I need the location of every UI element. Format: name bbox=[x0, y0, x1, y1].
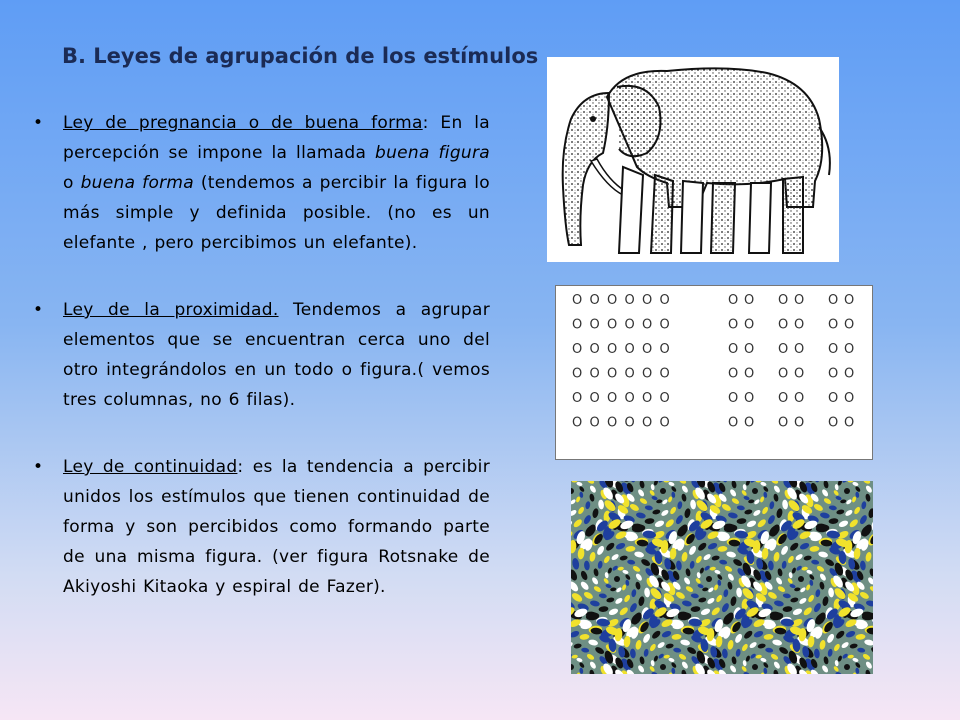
circle-glyph: O bbox=[642, 366, 653, 382]
circle-glyph: O bbox=[659, 317, 670, 333]
circle-glyph: O bbox=[744, 342, 755, 357]
bullet-text bbox=[63, 295, 490, 415]
circle-glyph: O bbox=[728, 391, 739, 406]
text-run: (tendemos a percibir la figura lo más simple y definida posible. (no es un elefante , pero percibimos un elefante). bbox=[63, 173, 490, 253]
circle-glyph: O bbox=[589, 342, 600, 357]
circle-glyph: O bbox=[744, 293, 755, 308]
circle-glyph: O bbox=[659, 293, 670, 308]
circle-glyph: O bbox=[728, 366, 739, 382]
emphasis-buena-forma: buena forma bbox=[80, 173, 195, 193]
rotsnake-center bbox=[752, 488, 758, 494]
rotsnake-center bbox=[844, 488, 850, 494]
circle-glyph: O bbox=[794, 366, 805, 382]
circle-glyph: O bbox=[607, 415, 618, 431]
circle-glyph: O bbox=[844, 342, 855, 357]
circle-glyph: O bbox=[828, 415, 839, 431]
circle-glyph: O bbox=[572, 342, 583, 357]
circle-glyph: O bbox=[607, 293, 618, 308]
circle-glyph: O bbox=[572, 391, 583, 406]
bullet-marker: • bbox=[33, 457, 44, 477]
circle-glyph: O bbox=[744, 391, 755, 406]
circle-glyph: O bbox=[589, 391, 600, 406]
circle-glyph: O bbox=[624, 415, 635, 431]
circle-glyph: O bbox=[778, 415, 789, 431]
circle-glyph: O bbox=[728, 415, 739, 431]
rotsnake-center bbox=[706, 576, 712, 582]
bullet-proximidad bbox=[30, 295, 490, 415]
elephant-illusion-icon bbox=[547, 57, 839, 262]
circle-glyph: O bbox=[778, 317, 789, 333]
circle-glyph: O bbox=[778, 366, 789, 382]
circle-glyph: O bbox=[778, 293, 789, 308]
circle-glyph: O bbox=[728, 317, 739, 333]
law-name-proximidad: Ley de la proximidad. bbox=[63, 300, 279, 320]
bullet-marker: • bbox=[33, 300, 44, 320]
bullet-pregnancia bbox=[30, 108, 490, 258]
circle-glyph: O bbox=[828, 366, 839, 382]
rotsnake-center bbox=[844, 664, 850, 670]
circle-glyph: O bbox=[828, 293, 839, 308]
circle-glyph: O bbox=[659, 366, 670, 382]
circle-glyph: O bbox=[659, 415, 670, 431]
circle-glyph: O bbox=[659, 391, 670, 406]
elephant-illusion-image bbox=[547, 57, 839, 262]
circle-glyph: O bbox=[642, 293, 653, 308]
circle-glyph: O bbox=[607, 366, 618, 382]
circle-glyph: O bbox=[794, 342, 805, 357]
circle-glyph: O bbox=[844, 391, 855, 406]
circle-glyph: O bbox=[624, 342, 635, 357]
circle-glyph: O bbox=[589, 366, 600, 382]
circle-glyph: O bbox=[624, 317, 635, 333]
proximity-circles-image bbox=[555, 285, 873, 460]
circle-glyph: O bbox=[744, 415, 755, 431]
rotsnake-center bbox=[614, 576, 620, 582]
law-name-continuidad: Ley de continuidad bbox=[63, 457, 238, 477]
circle-glyph: O bbox=[828, 317, 839, 333]
circle-glyph: O bbox=[624, 293, 635, 308]
circle-glyph: O bbox=[659, 342, 670, 357]
circle-glyph: O bbox=[828, 391, 839, 406]
bullet-continuidad bbox=[30, 452, 490, 602]
law-name-pregnancia: Ley de pregnancia o de buena forma bbox=[63, 113, 423, 133]
rotsnake-illusion-icon bbox=[571, 481, 873, 674]
emphasis-buena-figura: buena figura bbox=[375, 143, 490, 163]
circle-glyph: O bbox=[572, 415, 583, 431]
circle-glyph: O bbox=[744, 317, 755, 333]
circle-glyph: O bbox=[642, 342, 653, 357]
circle-glyph: O bbox=[607, 391, 618, 406]
text-run: Tendemos a agrupar elementos que se encuentran cerca uno del otro integrándolos en un todo o figura.( vemos tres columnas, no 6 filas). bbox=[63, 300, 490, 410]
circle-glyph: O bbox=[572, 366, 583, 382]
circle-glyph: O bbox=[642, 391, 653, 406]
bullet-text bbox=[63, 452, 490, 602]
rotsnake-center bbox=[660, 488, 666, 494]
circle-glyph: O bbox=[778, 342, 789, 357]
bullet-list bbox=[30, 108, 490, 639]
circle-glyph: O bbox=[794, 293, 805, 308]
circle-glyph: O bbox=[624, 366, 635, 382]
circle-glyph: O bbox=[572, 317, 583, 333]
circle-glyph: O bbox=[607, 342, 618, 357]
text-run: : En la percepción se impone la llamada bbox=[63, 113, 490, 163]
rotsnake-center bbox=[660, 664, 666, 670]
circle-glyph: O bbox=[642, 317, 653, 333]
circle-glyph: O bbox=[572, 293, 583, 308]
text-run: : es la tendencia a percibir unidos los estímulos que tienen continuidad de forma y son percibidos como formando parte de una misma figura. (ver figura Rotsnake de Akiyoshi Kitaoka y espiral de Fazer). bbox=[63, 457, 490, 597]
circle-glyph: O bbox=[844, 415, 855, 431]
circle-glyph: O bbox=[844, 366, 855, 382]
circle-glyph: O bbox=[728, 342, 739, 357]
circle-glyph: O bbox=[828, 342, 839, 357]
rotsnake-center bbox=[798, 576, 804, 582]
circle-glyph: O bbox=[794, 415, 805, 431]
circle-glyph: O bbox=[844, 293, 855, 308]
circle-glyph: O bbox=[642, 415, 653, 431]
circle-glyph: O bbox=[744, 366, 755, 382]
bullet-text bbox=[63, 108, 490, 258]
circle-glyph: O bbox=[624, 391, 635, 406]
slide-title: B. Leyes de agrupación de los estímulos bbox=[62, 44, 539, 68]
text-run: o bbox=[63, 173, 81, 193]
rotsnake-illusion-image bbox=[571, 481, 873, 674]
circle-glyph: O bbox=[728, 293, 739, 308]
circle-glyph: O bbox=[589, 293, 600, 308]
circle-glyph: O bbox=[794, 317, 805, 333]
circle-glyph: O bbox=[844, 317, 855, 333]
proximity-circles-icon bbox=[556, 286, 872, 459]
bullet-marker: • bbox=[33, 113, 44, 133]
circle-glyph: O bbox=[607, 317, 618, 333]
circle-glyph: O bbox=[589, 415, 600, 431]
circle-glyph: O bbox=[794, 391, 805, 406]
circle-glyph: O bbox=[778, 391, 789, 406]
circle-glyph: O bbox=[589, 317, 600, 333]
rotsnake-center bbox=[752, 664, 758, 670]
